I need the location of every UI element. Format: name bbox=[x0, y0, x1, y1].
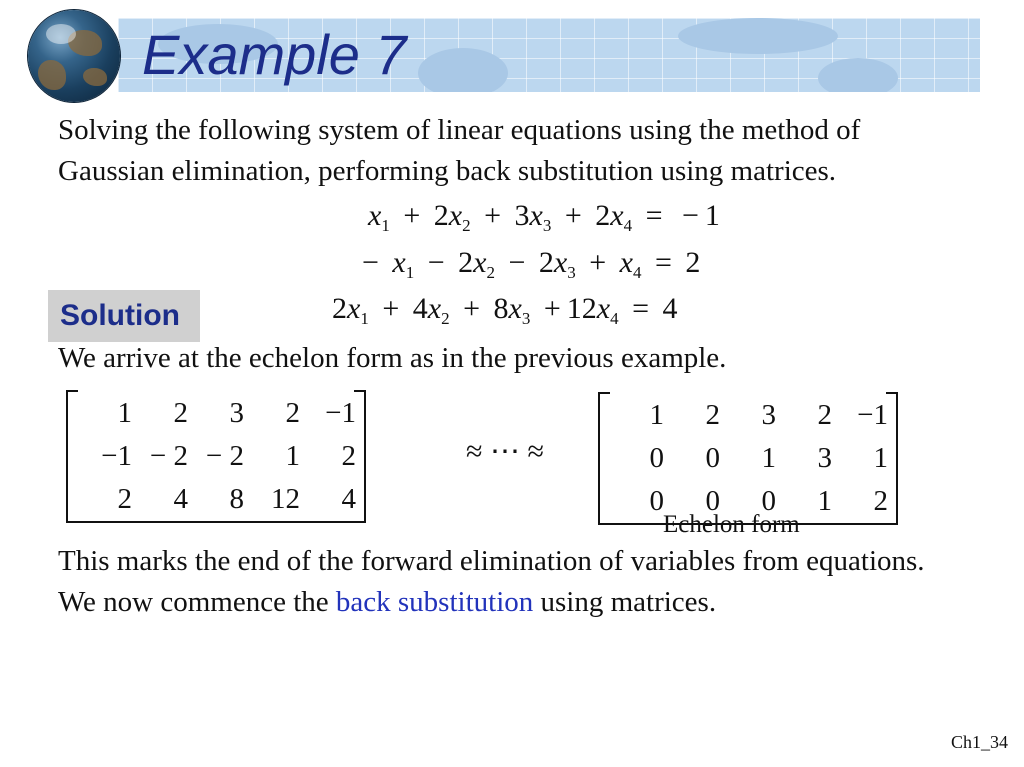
intro-text: Solving the following system of linear equations using the method of Gaussian elimination, performing back substitution using matrices. bbox=[58, 114, 861, 187]
map-landmass bbox=[818, 58, 898, 92]
augmented-matrix-row bbox=[76, 435, 356, 478]
augmented-matrix-cell: 12 bbox=[271, 483, 300, 515]
echelon-matrix-cell: 0 bbox=[649, 442, 664, 474]
echelon-matrix-cell: 1 bbox=[649, 399, 664, 431]
conclusion-text bbox=[58, 541, 958, 623]
conclusion-part1: This marks the end of the forward elimination of variables from equations. We now commence the bbox=[58, 545, 925, 618]
slide-number: Ch1_34 bbox=[950, 732, 1008, 752]
augmented-matrix-cell: 2 bbox=[285, 397, 300, 429]
solution-label: Solution bbox=[48, 290, 200, 342]
augmented-matrix-cell: 2 bbox=[173, 397, 188, 429]
augmented-matrix-cell: 1 bbox=[117, 397, 132, 429]
augmented-matrix-cell: − 2 bbox=[149, 440, 188, 472]
augmented-matrix-row bbox=[76, 392, 356, 435]
echelon-matrix-cell: 0 bbox=[761, 485, 776, 517]
augmented-matrix-cell: −1 bbox=[101, 440, 132, 472]
echelon-matrix-row bbox=[608, 394, 888, 437]
echelon-matrix-cell: 3 bbox=[761, 399, 776, 431]
echelon-matrix-cell: 2 bbox=[817, 399, 832, 431]
echelon-form-label: Echelon form bbox=[663, 511, 800, 538]
approx-sequence: ≈ ⋯ ≈ bbox=[466, 435, 544, 468]
augmented-matrix-cell: 2 bbox=[341, 440, 356, 472]
echelon-matrix-cell: 0 bbox=[705, 442, 720, 474]
augmented-matrix-cell: 4 bbox=[341, 483, 356, 515]
echelon-matrix-cell: −1 bbox=[857, 399, 888, 431]
equation-line: − $x_1 - 2x_2 - 2x_3 + x_4 = 2$ bbox=[362, 246, 701, 282]
echelon-matrix-cell: 2 bbox=[873, 485, 888, 517]
echelon-matrix bbox=[598, 392, 898, 525]
augmented-matrix bbox=[66, 390, 366, 523]
augmented-matrix-cell: 8 bbox=[229, 483, 244, 515]
echelon-matrix-cell: 1 bbox=[873, 442, 888, 474]
augmented-matrix-cell: 2 bbox=[117, 483, 132, 515]
map-landmass bbox=[418, 48, 508, 92]
echelon-matrix-row bbox=[608, 437, 888, 480]
map-landmass bbox=[678, 18, 838, 54]
echelon-matrix-cell: 0 bbox=[649, 485, 664, 517]
echelon-matrix-cell: 1 bbox=[817, 485, 832, 517]
augmented-matrix-cell: 4 bbox=[173, 483, 188, 515]
equation-line: $x_1 + 2x_2 + 3x_3 + 2x_4$ = − 1 bbox=[368, 199, 720, 235]
slide-title: Example 7 bbox=[142, 23, 407, 86]
augmented-matrix-cell: −1 bbox=[325, 397, 356, 429]
echelon-matrix-cell: 3 bbox=[817, 442, 832, 474]
augmented-matrix-cell: 1 bbox=[285, 440, 300, 472]
echelon-matrix-cell: 1 bbox=[761, 442, 776, 474]
back-substitution-link[interactable]: back substitution bbox=[335, 586, 534, 618]
globe-icon bbox=[28, 10, 120, 102]
equation-line: $2x_1 + 4x_2 + 8x_3 + 12x_4 = 4$ bbox=[332, 292, 678, 328]
conclusion-part2: using matrices. bbox=[533, 586, 717, 618]
augmented-matrix-row bbox=[76, 478, 356, 521]
arrive-text: We arrive at the echelon form as in the previous example. bbox=[58, 342, 727, 374]
echelon-matrix-cell: 2 bbox=[705, 399, 720, 431]
augmented-matrix-cell: 3 bbox=[229, 397, 244, 429]
echelon-matrix-cell: 0 bbox=[705, 485, 720, 517]
augmented-matrix-cell: − 2 bbox=[205, 440, 244, 472]
